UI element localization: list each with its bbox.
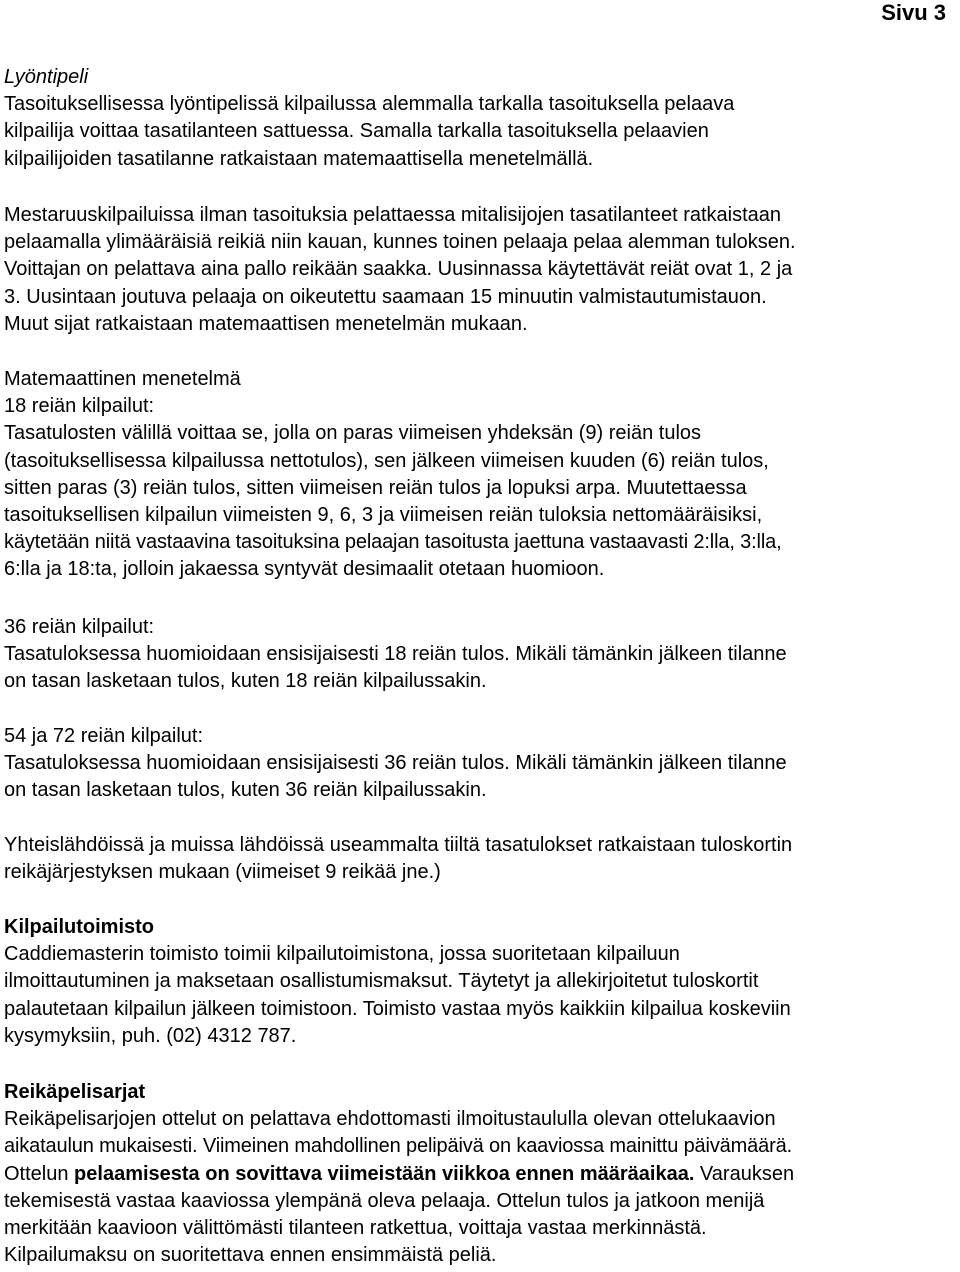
paragraph-line: on tasan lasketaan tulos, kuten 18 reiän kilpailussakin. [4, 670, 487, 693]
paragraph-line: Caddiemasterin toimisto toimii kilpailutoimistona, jossa suoritetaan kilpailuun [4, 943, 680, 966]
paragraph-line: Muut sijat ratkaistaan matemaattisen menetelmän mukaan. [4, 312, 528, 335]
paragraph-line: merkitään kaavioon välittömästi tilanteen ratkettua, voittaja vastaa merkinnästä. [4, 1216, 707, 1239]
paragraph-line: Reikäpelisarjojen ottelut on pelattava ehdottomasti ilmoitustaululla olevan ottelukaavion [4, 1108, 776, 1131]
paragraph-line: Kilpailumaksu on suoritettava ennen ensimmäistä peliä. [4, 1244, 497, 1267]
paragraph-line: Yhteislähdöissä ja muissa lähdöissä useammalta tiiltä tasatulokset ratkaistaan tuloskortin [4, 834, 793, 856]
paragraph-line: sitten paras (3) reiän tulos, sitten viimeisen reiän tulos ja lopuksi arpa. Muutettaessa [4, 476, 747, 499]
paragraph-line: pelaamalla ylimääräisiä reikiä niin kauan, kunnes toinen pelaaja pelaa alemman tuloksen. [4, 231, 796, 254]
paragraph-line: reikäjärjestyksen mukaan (viimeiset 9 reikää jne.) [4, 861, 441, 884]
section-mestaruus [4, 202, 958, 338]
paragraph-line: Tasoituksellisessa lyöntipelissä kilpailussa alemmalla tarkalla tasoituksella pelaava [4, 93, 735, 116]
section-title: Kilpailutoimisto [4, 916, 154, 938]
paragraph-line: Tasatuloksessa huomioidaan ensisijaisesti 36 reiän tulos. Mikäli tämänkin jälkeen tilanne [4, 752, 787, 775]
section-36-holes [4, 614, 958, 696]
section-kilpailutoimisto [4, 914, 958, 1050]
section-title: Reikäpelisarjat [4, 1081, 146, 1103]
paragraph-line: (tasoituksellisessa kilpailussa nettotulos), sen jälkeen viimeisen kuuden (6) reiän tulos, [4, 449, 769, 472]
paragraph-line: käytetään niitä vastaavina tasoituksina pelaajan tasoitusta jaettuna vastaavasti 2:lla, 3:lla, [4, 531, 782, 554]
section-54-72-holes [4, 723, 958, 805]
paragraph-line: Tasatulosten välillä voittaa se, jolla on paras viimeisen yhdeksän (9) reiän tulos [4, 422, 702, 445]
section-title: Matemaattinen menetelmä [4, 368, 241, 390]
section-title: 36 reiän kilpailut: [4, 616, 155, 638]
paragraph-line: kysymyksiin, puh. (02) 4312 787. [4, 1024, 297, 1047]
section-matemaattinen [4, 366, 958, 584]
section-title: Lyöntipeli [4, 66, 89, 88]
section-lyontipeli [4, 64, 958, 173]
paragraph-line: Mestaruuskilpailuissa ilman tasoituksia pelattaessa mitalisijojen tasatilanteet ratkaistaan [4, 204, 782, 226]
section-yhteislahdot [4, 832, 958, 886]
paragraph-line: Voittajan on pelattava aina pallo reikään saakka. Uusinnassa käytettävät reiät ovat 1, 2 ja [4, 258, 793, 281]
section-subtitle: 18 reiän kilpailut: [4, 395, 155, 418]
paragraph-line: ilmoittautuminen ja maksetaan osallistumismaksut. Täytetyt ja allekirjoitetut tuloskortit [4, 970, 759, 993]
paragraph-line-mixed [4, 1161, 958, 1188]
paragraph-line: kilpailijoiden tasatilanne ratkaistaan matemaattisella menetelmällä. [4, 147, 594, 170]
emphasis-text: pelaamisesta on sovittava viimeistään viikkoa ennen määräaikaa. [74, 1162, 695, 1185]
section-title: 54 ja 72 reiän kilpailut: [4, 725, 204, 747]
paragraph-line: kilpailija voittaa tasatilanteen sattuessa. Samalla tarkalla tasoituksella pelaavien [4, 120, 709, 143]
text-run: Ottelun [4, 1162, 75, 1185]
text-run: Varauksen [694, 1162, 795, 1185]
paragraph-line: tasoituksellisen kilpailun viimeisten 9, 6, 3 ja viimeisen reiän tuloksia nettomääräisiksi, [4, 503, 763, 526]
paragraph-line: Tasatuloksessa huomioidaan ensisijaisesti 18 reiän tulos. Mikäli tämänkin jälkeen tilanne [4, 643, 787, 666]
paragraph-line: tekemisestä vastaa kaaviossa ylempänä oleva pelaaja. Ottelun tulos ja jatkoon menijä [4, 1189, 765, 1212]
paragraph-line: palautetaan kilpailun jälkeen toimistoon. Toimisto vastaa myös kaikkiin kilpailua koskeviin [4, 997, 791, 1020]
section-reikapelisarjat [4, 1079, 958, 1269]
paragraph-line: 3. Uusintaan joutuva pelaaja on oikeutettu saamaan 15 minuutin valmistautumistauon. [4, 285, 767, 308]
paragraph-line: 6:lla ja 18:ta, jolloin jakaessa syntyvät desimaalit otetaan huomioon. [4, 558, 605, 581]
paragraph-line: aikataulun mukaisesti. Viimeinen mahdollinen pelipäivä on kaaviossa mainittu päivämäärä. [4, 1135, 792, 1158]
page-number: Sivu 3 [881, 0, 946, 25]
paragraph-line: on tasan lasketaan tulos, kuten 36 reiän kilpailussakin. [4, 779, 487, 802]
